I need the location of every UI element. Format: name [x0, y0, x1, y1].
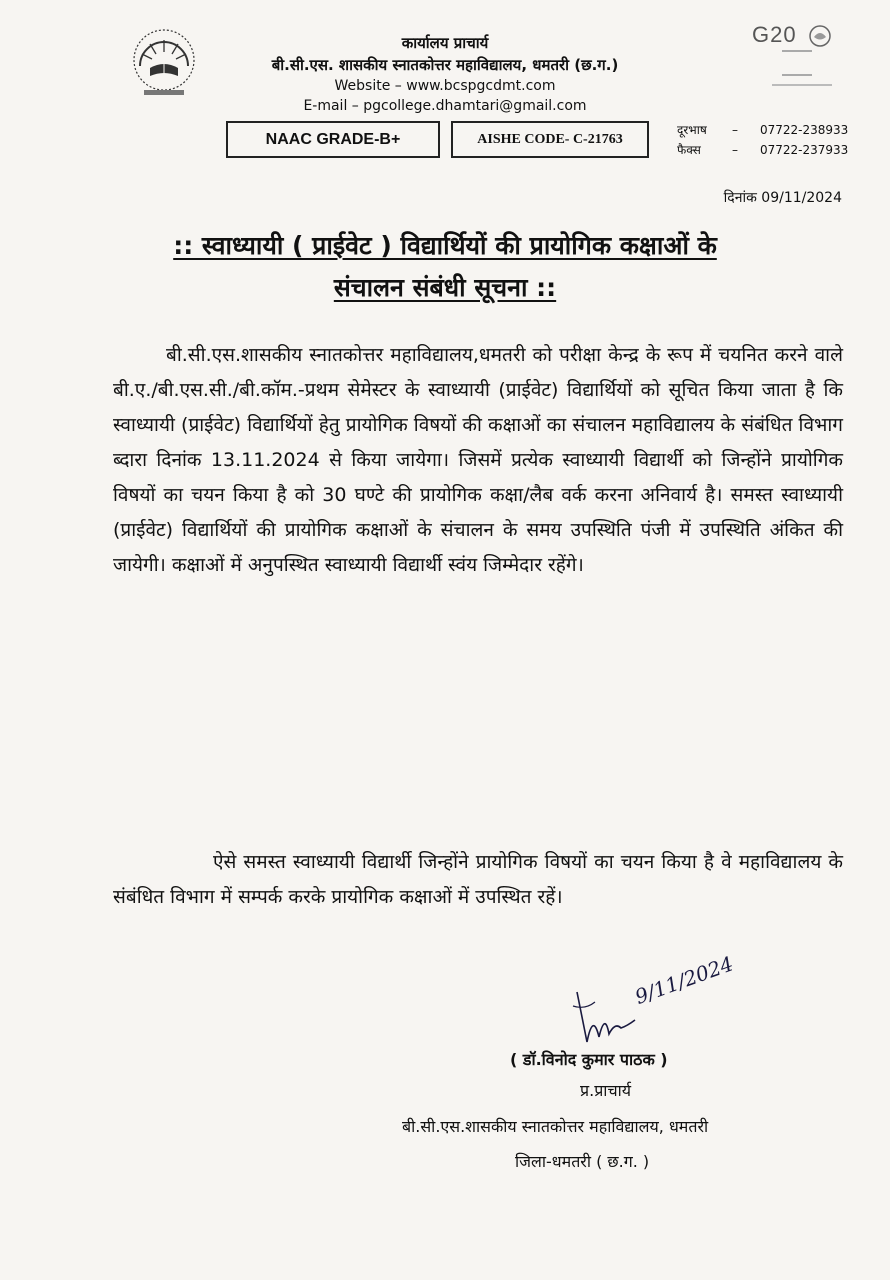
signature-date: 9/11/2024 — [631, 951, 737, 1009]
notice-paragraph-1: बी.सी.एस.शासकीय स्नातकोत्तर महाविद्यालय,धमतरी को परीक्षा केन्द्र के रूप में चयनित करने वाले बी.ए./बी.एस.सी./बी.कॉम.-प्रथम सेमेस्टर के स्वाध्यायी (प्राईवेट) विद्यार्थियों को सूचित किया जाता है कि स्वाध्यायी (प्राईवेट) विद्यार्थियों हेतु प्रायोगिक विषयों की कक्षाओं का संचालन महाविद्यालय के संबंधित विभाग ब्दारा दिनांक 13.11.2024 से किया जायेगा। जिसमें प्रत्येक स्वाध्यायी विद्यार्थी को जिन्होंने प्रायोगिक विषयों का चयन किया है को 30 घण्टे की प्रायोगिक कक्षा/लैब वर्क करना अनिवार्य है। समस्त स्वाध्यायी (प्राईवेट) विद्यार्थियों की प्रायोगिक कक्षाओं के संचालन के समय उपस्थिति पंजी में उपस्थिति अंकित की जायेगी। कक्षाओं में अनुपस्थित स्वाध्यायी विद्यार्थी स्वंय जिम्मेदार रहेंगे। — [113, 344, 843, 576]
signatory-college: बी.सी.एस.शासकीय स्नातकोत्तर महाविद्यालय, धमतरी — [402, 1117, 709, 1136]
notice-title-line1: :: स्वाध्यायी ( प्राईवेट ) विद्यार्थियों की प्रायोगिक कक्षाओं के — [173, 231, 717, 260]
notice-paragraph-2: ऐसे समस्त स्वाध्यायी विद्यार्थी जिन्होंने प्रायोगिक विषयों का चयन किया है वे महाविद्यालय के संबंधित विभाग में सम्पर्क करके प्रायोगिक कक्षाओं में उपस्थित रहें। — [113, 851, 843, 908]
signatory-name: ( डॉ.विनोद कुमार पाठक ) — [510, 1050, 668, 1069]
g20-logo — [752, 22, 834, 94]
website-link[interactable]: Website – www.bcspgcdmt.com — [334, 78, 556, 94]
college-name: बी.सी.एस. शासकीय स्नातकोत्तर महाविद्यालय, धमतरी (छ.ग.) — [271, 56, 619, 74]
fax-number: 07722-237933 — [760, 143, 849, 157]
office-title: कार्यालय प्राचार्य — [401, 34, 489, 52]
signatory-designation: प्र.प्राचार्य — [580, 1081, 632, 1100]
signatory-district: जिला-धमतरी ( छ.ग. ) — [515, 1152, 650, 1171]
aishe-code-box: AISHE CODE- C-21763 — [451, 121, 649, 158]
phone-label: दूरभाष — [677, 123, 707, 137]
naac-grade-box: NAAC GRADE-B+ — [226, 121, 440, 158]
lotus-globe-icon — [808, 24, 832, 48]
fax-label: फैक्स — [677, 143, 701, 157]
email-link[interactable]: E-mail – pgcollege.dhamtari@gmail.com — [303, 98, 587, 114]
notice-date: दिनांक 09/11/2024 — [723, 190, 842, 206]
g20-text: G20 — [752, 22, 797, 47]
phone-number: 07722-238933 — [760, 123, 849, 137]
contact-info: दूरभाष – 07722-238933 फैक्स – 07722-237933 — [677, 120, 848, 160]
notice-title-line2: संचालन संबंधी सूचना :: — [333, 273, 557, 302]
